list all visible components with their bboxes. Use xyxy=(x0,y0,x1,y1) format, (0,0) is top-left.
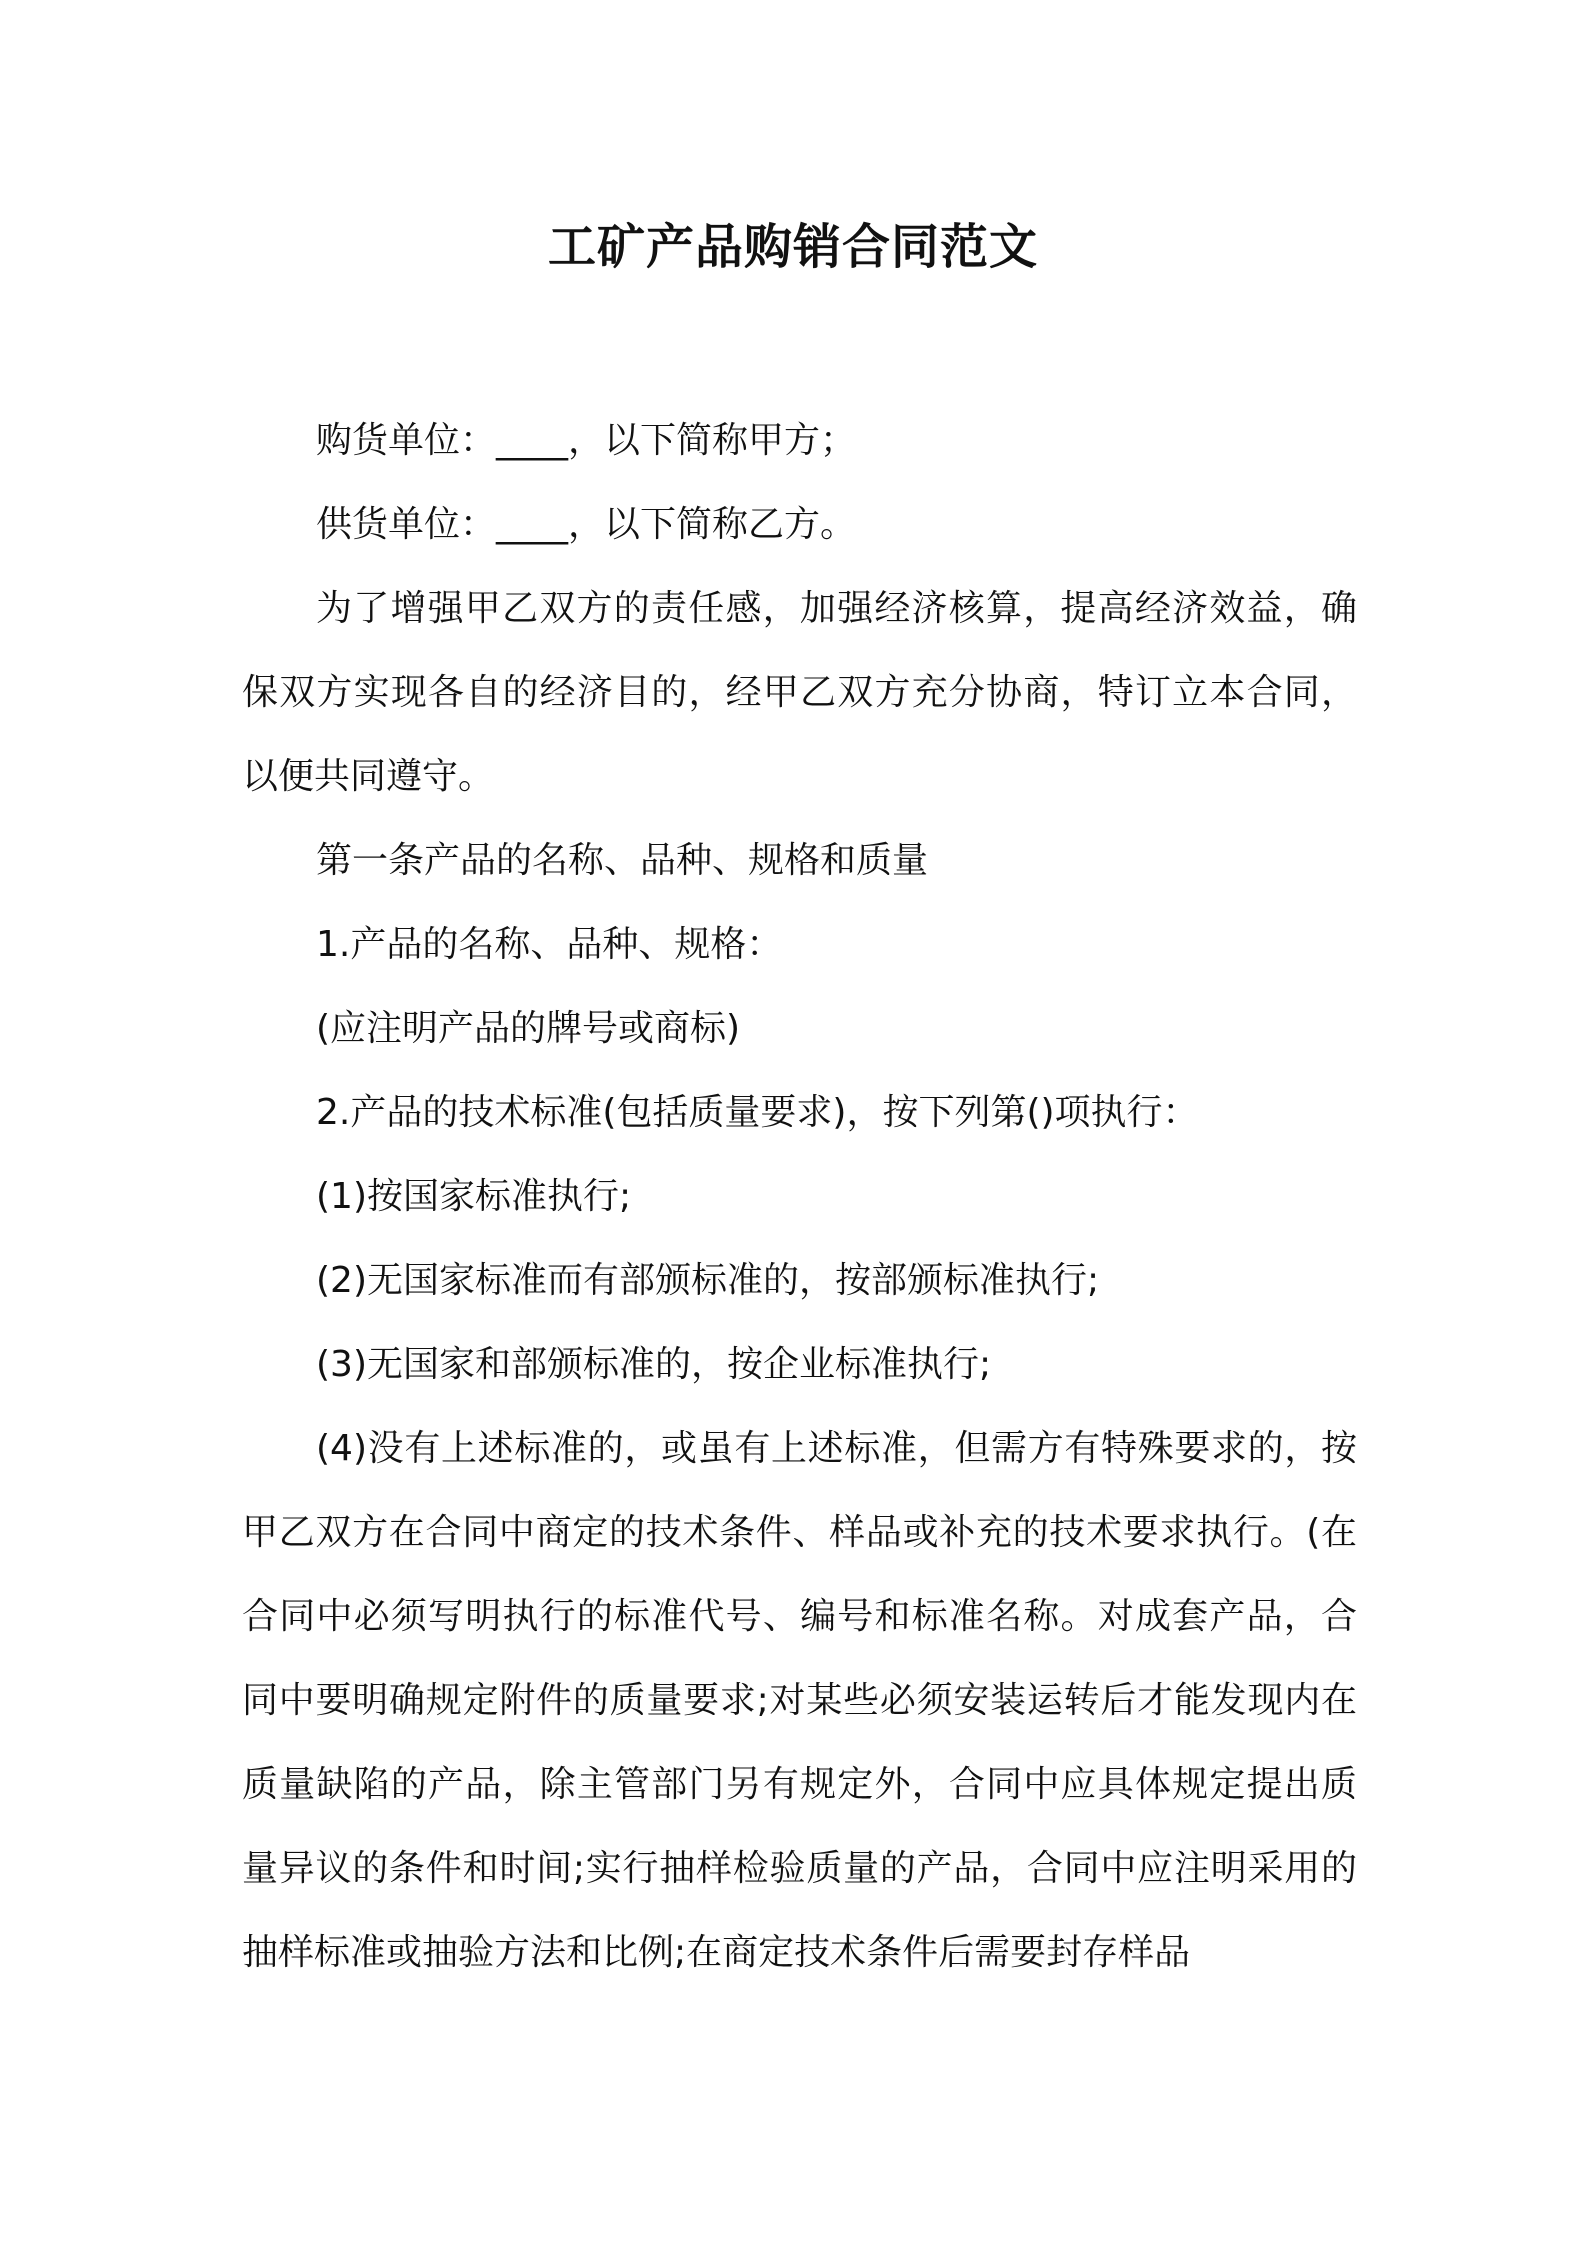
clause-1: 1.产品的名称、品种、规格： xyxy=(316,924,783,965)
preamble-paragraph: 为了增强甲乙双方的责任感，加强经济核算，提高经济效益，确保双方实现各自的经济目的，经甲乙双方充分协商，特订立本合同，以便共同遵守。 xyxy=(242,588,1357,797)
supplier-line: 供货单位：____，以下简称乙方。 xyxy=(316,504,857,545)
clause-2-item-1: (1)按国家标准执行; xyxy=(316,1176,632,1217)
clause-2-item-2: (2)无国家标准而有部颁标准的，按部颁标准执行; xyxy=(316,1260,1100,1301)
document-body xyxy=(242,399,1357,1995)
clause-2-item-3: (3)无国家和部颁标准的，按企业标准执行; xyxy=(316,1344,992,1385)
document-title: 工矿产品购销合同范文 xyxy=(547,219,1038,275)
article-one-heading: 第一条产品的名称、品种、规格和质量 xyxy=(316,840,929,881)
clause-2-item-4: (4)没有上述标准的，或虽有上述标准，但需方有特殊要求的，按甲乙双方在合同中商定的技术条件、样品或补充的技术要求执行。(在合同中必须写明执行的标准代号、编号和标准名称。对成套产品，合同中要明确规定附件的质量要求;对某些必须安装运转后才能发现内在质量缺陷的产品，除主管部门另有规定外，合同中应具体规定提出质量异议的条件和时间;实行抽样检验质量的产品，合同中应注明采用的抽样标准或抽验方法和比例;在商定技术条件后需要封存样品 xyxy=(242,1428,1357,1973)
buyer-line: 购货单位：____，以下简称甲方； xyxy=(316,420,857,461)
clause-2: 2.产品的技术标准(包括质量要求)，按下列第()项执行： xyxy=(316,1092,1199,1133)
clause-1-note: (应注明产品的牌号或商标) xyxy=(316,1008,741,1049)
